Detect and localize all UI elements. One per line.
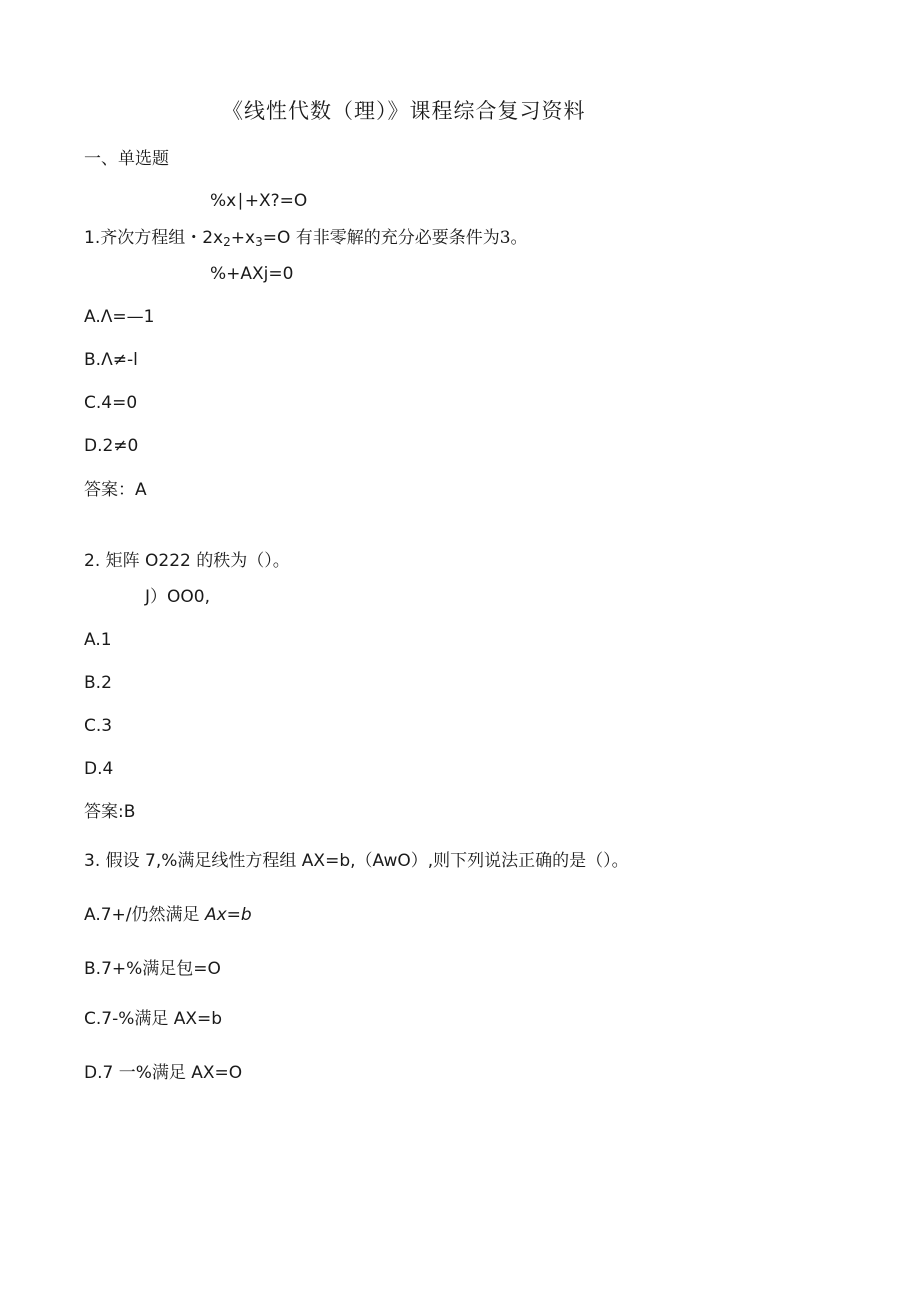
q1-stem-eq: =O <box>262 228 291 248</box>
q1-option-a: A.Λ=—1 <box>84 307 155 327</box>
q2-option-a: A.1 <box>84 630 112 650</box>
q1-equation-top: %x∣+X?=O <box>210 191 308 211</box>
q1-equation-bottom: %+AXj=0 <box>210 264 294 284</box>
q1-stem-prefix: 1.齐次方程组・2x <box>84 228 224 248</box>
q2-answer: 答案:B <box>84 802 136 822</box>
q3-option-b: B.7+%满足包=O <box>84 959 221 979</box>
q2-matrix-row: J）OO0, <box>145 587 210 607</box>
q2-option-b: B.2 <box>84 673 112 693</box>
q3-option-a-text: A.7+/仍然满足 <box>84 905 205 925</box>
q1-sub-2: 2 <box>223 235 231 249</box>
q1-stem-suffix: 有非零解的充分必要条件为3。 <box>290 228 528 248</box>
q1-option-d: D.2≠0 <box>84 436 139 456</box>
q3-stem: 3. 假设 7,%满足线性方程组 AX=b,（AwO）,则下列说法正确的是（）。 <box>84 851 629 871</box>
section-heading: 一、单选题 <box>84 149 169 169</box>
q1-option-b: B.Λ≠-l <box>84 350 138 370</box>
q3-option-d: D.7 一%满足 AX=O <box>84 1063 243 1083</box>
q2-stem: 2. 矩阵 O222 的秩为（）。 <box>84 551 290 571</box>
q3-option-c: C.7-%满足 AX=b <box>84 1009 223 1029</box>
page-title: 《线性代数（理）》课程综合复习资料 <box>222 99 586 123</box>
q2-option-c: C.3 <box>84 716 113 736</box>
q1-stem-mid: +x <box>230 228 256 248</box>
q3-option-a-equation: Ax=b <box>204 905 252 925</box>
q3-option-a <box>84 904 252 926</box>
q1-sub-3: 3 <box>255 235 263 249</box>
q2-option-d: D.4 <box>84 759 114 779</box>
q1-stem <box>84 227 528 249</box>
q1-answer: 答案：A <box>84 480 147 500</box>
q1-option-c: C.4=0 <box>84 393 138 413</box>
